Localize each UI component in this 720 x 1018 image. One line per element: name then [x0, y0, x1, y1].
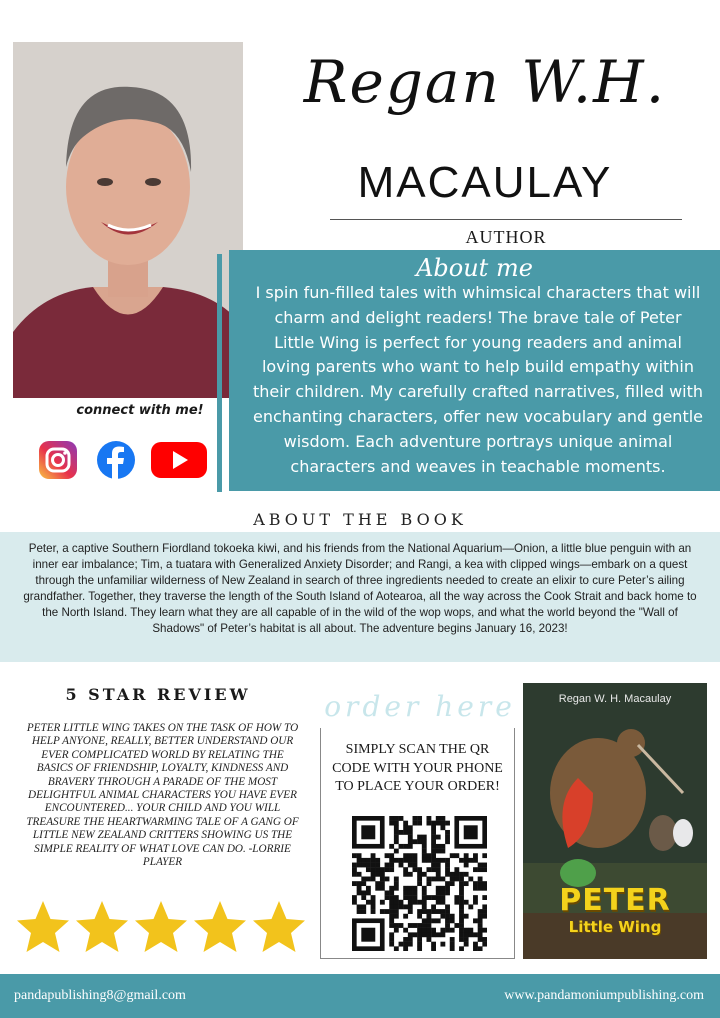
qr-code[interactable] [352, 816, 487, 951]
cover-author: Regan W. H. Macaulay [558, 693, 672, 705]
cover-title: PETER [559, 883, 671, 918]
about-accent-stripe [217, 254, 222, 492]
author-surname: MACAULAY [357, 158, 613, 207]
footer-email-link[interactable]: pandapublishing8@gmail.com [14, 988, 186, 1003]
order-instructions: SIMPLY SCAN THE QR CODE WITH YOUR PHONE TO PLACE YOUR ORDER! [332, 742, 503, 794]
order-title: order here [324, 690, 516, 723]
review-heading: 5 STAR REVIEW [65, 685, 251, 704]
cover-subtitle: Little Wing [568, 918, 662, 936]
star-icon [250, 898, 308, 956]
about-book-heading: ABOUT THE BOOK [253, 510, 467, 529]
youtube-icon[interactable] [150, 440, 208, 480]
author-first-name: Regan W.H. [303, 48, 667, 116]
footer-website-link[interactable]: www.pandamoniumpublishing.com [504, 988, 704, 1003]
review-text: PETER LITTLE WING TAKES ON THE TASK OF HOW TO HELP ANYONE, REALLY, BETTER UNDERSTAND OUR EVER COMPLICATED WORLD BY RELATING THE BASICS OF FRIENDSHIP, LOYALTY, KINDNESS AND BRAVERY THROUGH A PARADE OF THE MOST DELIGHTFUL ANIMAL CHARACTERS YOU HAVE EVER ENCOUNTERED... YOUR CHILD AND YOU WILL TREASURE THE HEARTWARMING TALE OF A GANG OF LITTLE NEW ZEALAND CRITTERS SHOWING US THE SIMPLE REALITY OF WHAT LOVE CAN DO. -LORRIE PLAYER [26, 722, 299, 869]
about-me-title: About me [416, 254, 533, 282]
star-icon [132, 898, 190, 956]
author-role: AUTHOR [465, 227, 547, 247]
star-icon [191, 898, 249, 956]
instagram-icon[interactable] [38, 440, 78, 480]
star-icon [73, 898, 131, 956]
about-book-text: Peter, a captive Southern Fiordland tokoeka kiwi, and his friends from the National Aquarium—Onion, a little blue penguin with an inner ear imbalance; Tim, a tuatara with Generalized Anxiety Disorder; and Rangi, a kea with clipped wings—embark on a quest through the unfamiliar wilderness of New Zealand in search of three ingredients needed to create an elixir to cure Peter’s ailing grandfather. Together, they traverse the length of the South Island of Aotearoa, all the way across the Cook Strait and back home to the North Island. They learn what they are all capable of in the wild of the wop wops, and what the world beyond the "Wall of Shadows" of Peter’s habitat is all about. The adventure begins January 16, 2023! [23, 542, 697, 635]
star-icon [14, 898, 72, 956]
connect-label: connect with me! [76, 403, 204, 418]
facebook-icon[interactable] [96, 440, 136, 480]
about-me-text: I spin fun-filled tales with whimsical characters that will charm and delight readers! The brave tale of Peter Little Wing is perfect for young readers and animal loving parents who want to help build empathy within their children. My carefully crafted narratives, filled with enchanting characters, offer new vocabulary and gentle wisdom. Each adventure portrays unique animal characters and weaves in teachable moments. [252, 283, 704, 476]
author-photo [13, 42, 243, 398]
divider [330, 219, 682, 220]
book-cover[interactable] [523, 683, 707, 959]
